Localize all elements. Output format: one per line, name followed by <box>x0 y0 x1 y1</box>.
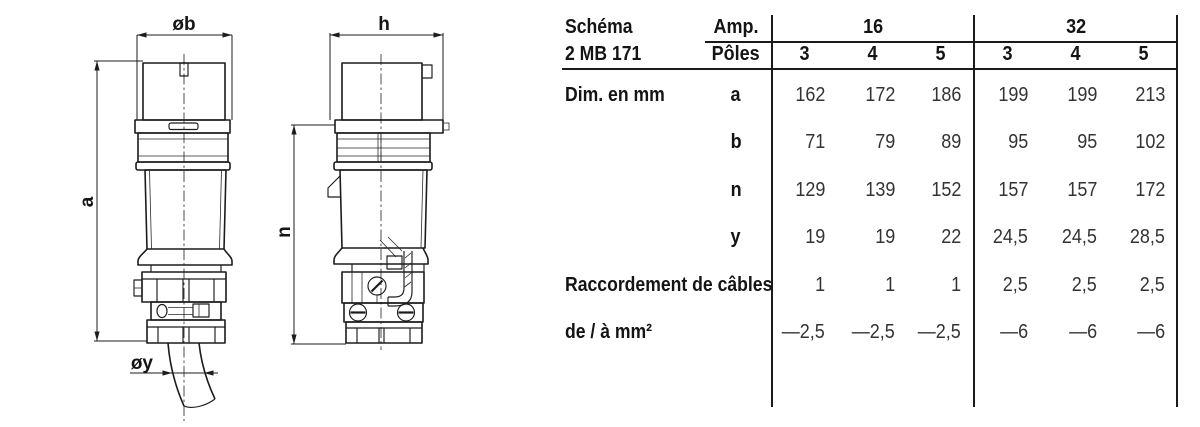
row-label <box>565 226 700 249</box>
poles-16-5: 5 <box>935 43 947 65</box>
value-cell: —2,5 <box>781 321 825 343</box>
value-cell: 95 <box>1076 131 1097 153</box>
dim-label-oy: øy <box>130 353 153 374</box>
plug-front-body <box>138 170 232 272</box>
value-cell: 213 <box>1134 83 1165 106</box>
technical-drawings <box>0 0 560 427</box>
value-cell: 102 <box>1134 131 1165 153</box>
plug-side-body <box>328 170 428 272</box>
value-cell: 24,5 <box>992 226 1028 248</box>
value-cell: 157 <box>997 178 1028 201</box>
plug-side-nut <box>346 322 422 343</box>
plug-side-gland-section <box>342 237 424 322</box>
row-label: Dim. en mm <box>565 83 665 106</box>
table-row-section-range <box>565 316 1178 350</box>
row-label: de / à mm² <box>565 321 653 343</box>
row-label <box>565 131 700 154</box>
plug-front-cap <box>143 63 225 120</box>
table-row-raccordement <box>565 268 1178 302</box>
value-cell: 28,5 <box>1129 226 1165 248</box>
value-cell: 157 <box>1066 178 1097 201</box>
plug-front-gland-cage <box>134 272 226 320</box>
poles-16-4: 4 <box>867 43 879 65</box>
value-cell: —2,5 <box>851 321 895 343</box>
value-cell: 162 <box>794 83 825 106</box>
value-cell: 199 <box>1066 83 1097 106</box>
latch-wedge <box>328 176 341 197</box>
value-cell: 22 <box>940 226 961 248</box>
table-row-dim-n <box>565 173 1178 207</box>
dimension-table <box>565 0 1178 427</box>
value-cell: 95 <box>1007 131 1028 153</box>
value-cell: —6 <box>1068 321 1097 343</box>
value-cell: 152 <box>930 178 961 201</box>
value-cell: 71 <box>804 131 825 153</box>
value-cell: 1 <box>950 273 961 296</box>
value-cell: 172 <box>1134 178 1165 201</box>
poles-32-3: 3 <box>1002 43 1013 65</box>
value-cell: —6 <box>1136 321 1165 343</box>
value-cell: 19 <box>874 226 895 248</box>
table-row-dim-y <box>565 221 1178 255</box>
amp-group-32: 32 <box>1065 15 1087 38</box>
dim-label-a: a <box>77 196 98 208</box>
row-label: Raccordement de câbles <box>565 273 773 296</box>
dim-label-ob: øb <box>172 14 196 35</box>
value-cell: 139 <box>864 178 895 201</box>
value-cell: 129 <box>794 178 825 201</box>
plug-front-collar <box>136 133 230 170</box>
amp-group-16: 16 <box>862 15 884 38</box>
plug-drawings-svg <box>0 0 560 427</box>
dimension-n <box>274 125 346 344</box>
dim-letter: b <box>730 131 742 153</box>
value-cell: 24,5 <box>1061 226 1097 248</box>
dim-letter: a <box>730 83 742 106</box>
poles-32-4: 4 <box>1070 43 1081 65</box>
plug-side-flange <box>335 120 449 133</box>
plug-front-cable <box>168 343 215 407</box>
dimension-h <box>330 14 443 120</box>
poles-16-3: 3 <box>799 43 811 65</box>
value-cell: 79 <box>874 131 895 153</box>
poles-label: Pôles <box>711 43 761 65</box>
dim-label-h: h <box>378 14 390 35</box>
dim-letter: n <box>730 178 742 201</box>
schema-title: Schéma <box>565 15 633 38</box>
plug-front-drawing <box>77 14 232 421</box>
row-label <box>565 179 700 202</box>
value-cell: 2,5 <box>1002 273 1028 296</box>
value-cell: —6 <box>999 321 1028 343</box>
table-row-dim-b <box>565 126 1178 160</box>
value-cell: 1 <box>884 273 895 296</box>
plug-side-cap <box>342 63 432 120</box>
plug-front-nut <box>147 320 225 343</box>
value-cell: 199 <box>997 83 1028 106</box>
amp-label: Amp. <box>713 15 759 38</box>
schema-code: 2 MB 171 <box>565 43 642 65</box>
value-cell: 172 <box>864 83 895 106</box>
value-cell: 2,5 <box>1139 273 1165 296</box>
value-cell: 89 <box>940 131 961 153</box>
poles-32-5: 5 <box>1138 43 1150 65</box>
value-cell: 186 <box>930 83 961 106</box>
value-cell: —2,5 <box>917 321 961 343</box>
plug-side-drawing <box>274 14 449 350</box>
dim-label-n: n <box>274 226 295 238</box>
table-row-dim-a <box>565 78 1178 112</box>
plug-side-collar <box>334 133 432 170</box>
cable-clamp-section <box>387 256 402 269</box>
value-cell: 2,5 <box>1071 273 1097 296</box>
dimension-ob <box>137 14 232 120</box>
value-cell: 1 <box>814 273 825 296</box>
table-row-poles <box>565 38 1178 72</box>
plug-front-flange <box>135 120 230 133</box>
value-cell: 19 <box>804 226 825 248</box>
dim-letter: y <box>730 226 742 248</box>
